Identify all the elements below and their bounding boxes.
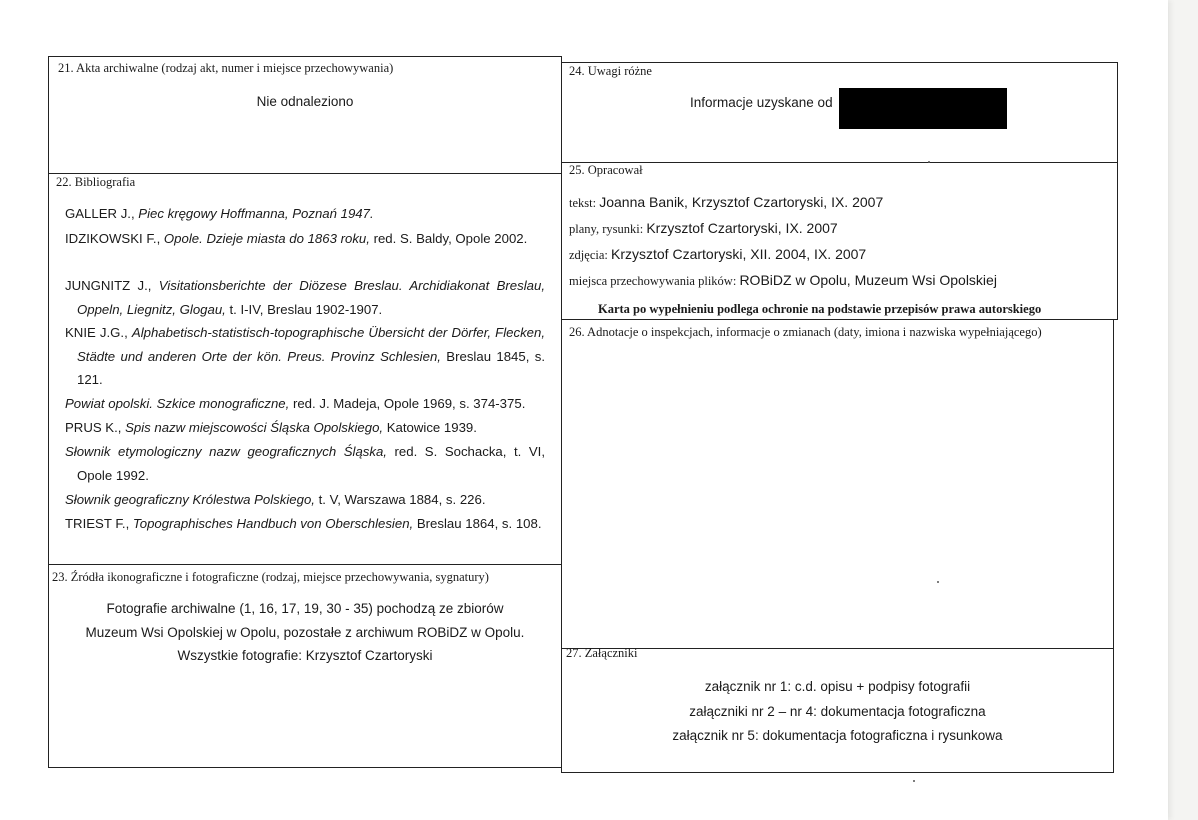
bibliography-entry bbox=[65, 227, 545, 251]
section-24-value: Informacje uzyskane od bbox=[690, 95, 833, 110]
credit-storage-key: miejsca przechowywania plików: bbox=[569, 274, 740, 288]
credit-photos-key: zdjęcia: bbox=[569, 248, 611, 262]
credit-drawings bbox=[569, 220, 838, 238]
bibliography-author: KNIE J.G., bbox=[65, 325, 132, 340]
section-27-label: 27. Załączniki bbox=[566, 646, 638, 660]
credit-storage-value: ROBiDZ w Opolu, Muzeum Wsi Opolskiej bbox=[739, 272, 997, 288]
credit-text bbox=[569, 194, 883, 212]
section-23-label: 23. Źródła ikonograficzne i fotograficzne (rodzaj, miejsce przechowywania, sygnatury) bbox=[52, 570, 489, 584]
redacted-name-block bbox=[839, 88, 1007, 129]
section-26-box bbox=[561, 319, 1114, 649]
section-23-box bbox=[48, 564, 562, 768]
section-23-line-2: Muzeum Wsi Opolskiej w Opolu, pozostałe z archiwum ROBiDZ w Opolu. bbox=[85, 625, 525, 640]
bibliography-title: Visitationsberichte der Diözese Breslau. Archidiakonat Breslau, Oppeln, Liegnitz, Glogau, bbox=[77, 278, 545, 317]
section-23-line-3: Wszystkie fotografie: Krzysztof Czartoryski bbox=[177, 648, 433, 663]
section-25-box bbox=[561, 162, 1118, 320]
bibliography-entry bbox=[65, 488, 545, 512]
section-27-line-2: załączniki nr 2 – nr 4: dokumentacja fotograficzna bbox=[689, 704, 986, 719]
bibliography-title: Topographisches Handbuch von Oberschlesien, bbox=[132, 516, 414, 531]
credit-photos bbox=[569, 246, 866, 264]
bibliography-entry bbox=[65, 512, 545, 536]
section-25-label: 25. Opracował bbox=[569, 163, 643, 177]
section-21-label: 21. Akta archiwalne (rodzaj akt, numer i miejsce przechowywania) bbox=[58, 61, 394, 75]
credit-drawings-value: Krzysztof Czartoryski, IX. 2007 bbox=[646, 220, 838, 236]
bibliography-details: red. J. Madeja, Opole 1969, s. 374-375. bbox=[289, 396, 526, 411]
bibliography-title: Opole. Dzieje miasta do 1863 roku, bbox=[163, 231, 370, 246]
credit-storage bbox=[569, 272, 997, 290]
bibliography-details: red. S. Baldy, Opole 2002. bbox=[369, 231, 528, 246]
copyright-note: Karta po wypełnieniu podlega ochronie na podstawie przepisów prawa autorskiego bbox=[598, 302, 1042, 316]
bibliography-entry bbox=[65, 440, 545, 487]
section-21-value: Nie odnaleziono bbox=[256, 94, 354, 109]
bibliography-entry bbox=[65, 416, 545, 440]
section-27-line-3: załącznik nr 5: dokumentacja fotograficzna i rysunkowa bbox=[672, 728, 1003, 743]
section-23-line-1: Fotografie archiwalne (1, 16, 17, 19, 30 - 35) pochodzą ze zbiorów bbox=[106, 601, 504, 616]
scan-speck bbox=[913, 780, 915, 782]
bibliography-author: GALLER J., bbox=[65, 206, 139, 221]
bibliography-author: IDZIKOWSKI F., bbox=[65, 231, 164, 246]
section-27-line-1: załącznik nr 1: c.d. opisu + podpisy fotografii bbox=[704, 679, 971, 694]
bibliography-details: Breslau 1845, s. 121. bbox=[77, 348, 545, 387]
credit-text-key: tekst: bbox=[569, 196, 600, 210]
credit-photos-value: Krzysztof Czartoryski, XII. 2004, IX. 2007 bbox=[611, 246, 867, 262]
bibliography-author: PRUS K., bbox=[65, 420, 126, 435]
bibliography-title: Słownik geograficzny Królestwa Polskiego, bbox=[65, 492, 315, 507]
bibliography-author: JUNGNITZ J., bbox=[65, 278, 159, 293]
bibliography-entry bbox=[65, 392, 545, 416]
scan-speck bbox=[937, 581, 939, 583]
credit-text-value: Joanna Banik, Krzysztof Czartoryski, IX. 2007 bbox=[599, 194, 884, 210]
section-26-label: 26. Adnotacje o inspekcjach, informacje o zmianach (daty, imiona i nazwiska wypełniającego) bbox=[569, 325, 1042, 339]
bibliography-details: t. V, Warszawa 1884, s. 226. bbox=[314, 492, 486, 507]
bibliography-entry bbox=[65, 274, 545, 321]
scan-speck bbox=[928, 161, 930, 163]
bibliography-title: Spis nazw miejscowości Śląska Opolskiego, bbox=[125, 420, 384, 435]
bibliography-details: Katowice 1939. bbox=[383, 420, 477, 435]
bibliography-entry bbox=[65, 321, 545, 392]
bibliography-author: TRIEST F., bbox=[65, 516, 133, 531]
bibliography-title: Słownik etymologiczny nazw geograficznych Śląska, bbox=[65, 444, 387, 459]
bibliography-details: Breslau 1864, s. 108. bbox=[413, 516, 542, 531]
bibliography-entry bbox=[65, 202, 545, 226]
credit-drawings-key: plany, rysunki: bbox=[569, 222, 647, 236]
section-22-label: 22. Bibliografia bbox=[56, 175, 136, 189]
bibliography-title: Powiat opolski. Szkice monograficzne, bbox=[65, 396, 290, 411]
bibliography-title: Piec kręgowy Hoffmanna, Poznań 1947. bbox=[138, 206, 374, 221]
section-24-label: 24. Uwagi różne bbox=[569, 64, 652, 78]
bibliography-details: t. I-IV, Breslau 1902-1907. bbox=[225, 301, 383, 317]
bibliography-details: red. S. Sochacka, t. VI, Opole 1992. bbox=[77, 444, 545, 483]
bibliography-title: Alphabetisch-statistisch-topographische Übersicht der Dörfer, Flecken, Städte und anderen Orte der kön. Preus. Provinz Schlesien, bbox=[77, 325, 546, 364]
